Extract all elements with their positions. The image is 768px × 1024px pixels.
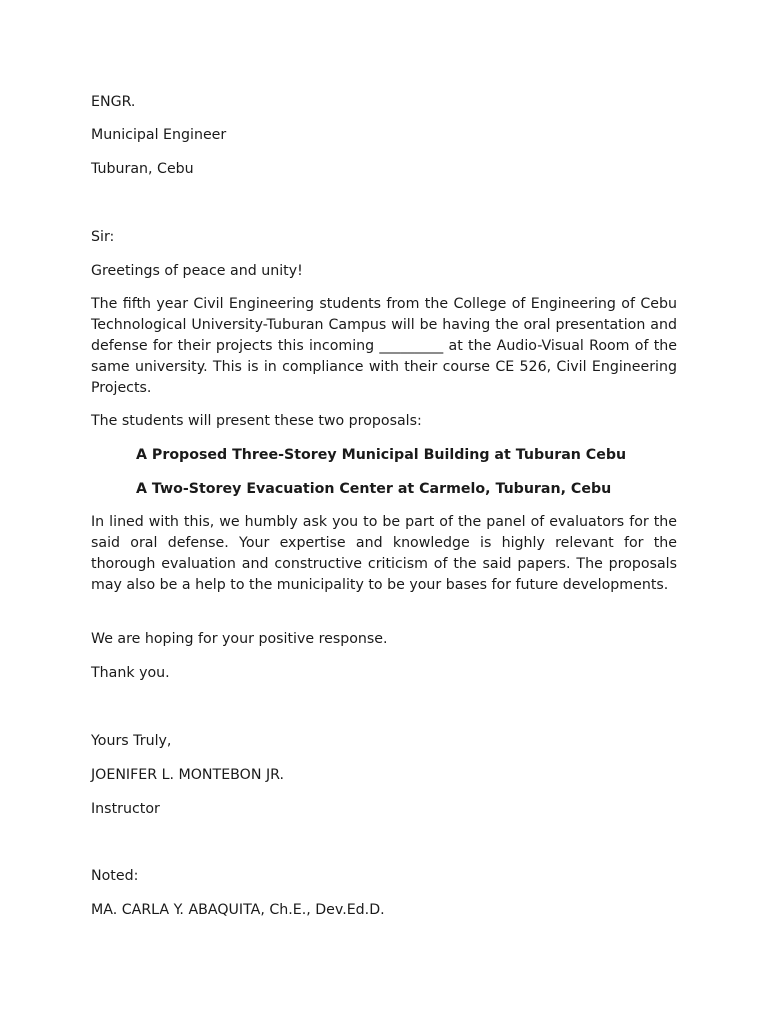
recipient-location: Tuburan, Cebu bbox=[91, 161, 194, 177]
proposal-item: A Two-Storey Evacuation Center at Carmelo, Tuburan, Cebu bbox=[136, 481, 612, 497]
thanks-line: Thank you. bbox=[91, 665, 170, 681]
sender-title: Instructor bbox=[91, 801, 160, 817]
noted-label: Noted: bbox=[91, 868, 139, 884]
recipient-block bbox=[91, 92, 226, 180]
proposal-item: A Proposed Three-Storey Municipal Building at Tuburan Cebu bbox=[136, 447, 627, 463]
sender-name: JOENIFER L. MONTEBON JR. bbox=[91, 767, 284, 783]
recipient-title: ENGR. bbox=[91, 94, 136, 110]
valediction: Yours Truly, bbox=[91, 733, 172, 749]
salutation: Sir: bbox=[91, 229, 115, 245]
recipient-position: Municipal Engineer bbox=[91, 127, 227, 143]
request-paragraph: In lined with this, we humbly ask you to be part of the panel of evaluators for the said oral defense. Your expertise and knowledge is highly relevant for the thorough evaluation and constructive criticism of the said papers. The proposals may also be a help to the municipality to be your bases for future developments. bbox=[91, 514, 677, 593]
noted-name: MA. CARLA Y. ABAQUITA, Ch.E., Dev.Ed.D. bbox=[91, 902, 385, 918]
proposals-intro: The students will present these two proposals: bbox=[91, 413, 422, 429]
greeting: Greetings of peace and unity! bbox=[91, 263, 303, 279]
intro-paragraph: The fifth year Civil Engineering students from the College of Engineering of Cebu Technological University-Tuburan Campus will be having the oral presentation and defense for their projects this incoming _________ at the Audio-Visual Room of the same university. This is in compliance with their course CE 526, Civil Engineering Projects. bbox=[91, 296, 677, 396]
hope-line: We are hoping for your positive response. bbox=[91, 631, 388, 647]
